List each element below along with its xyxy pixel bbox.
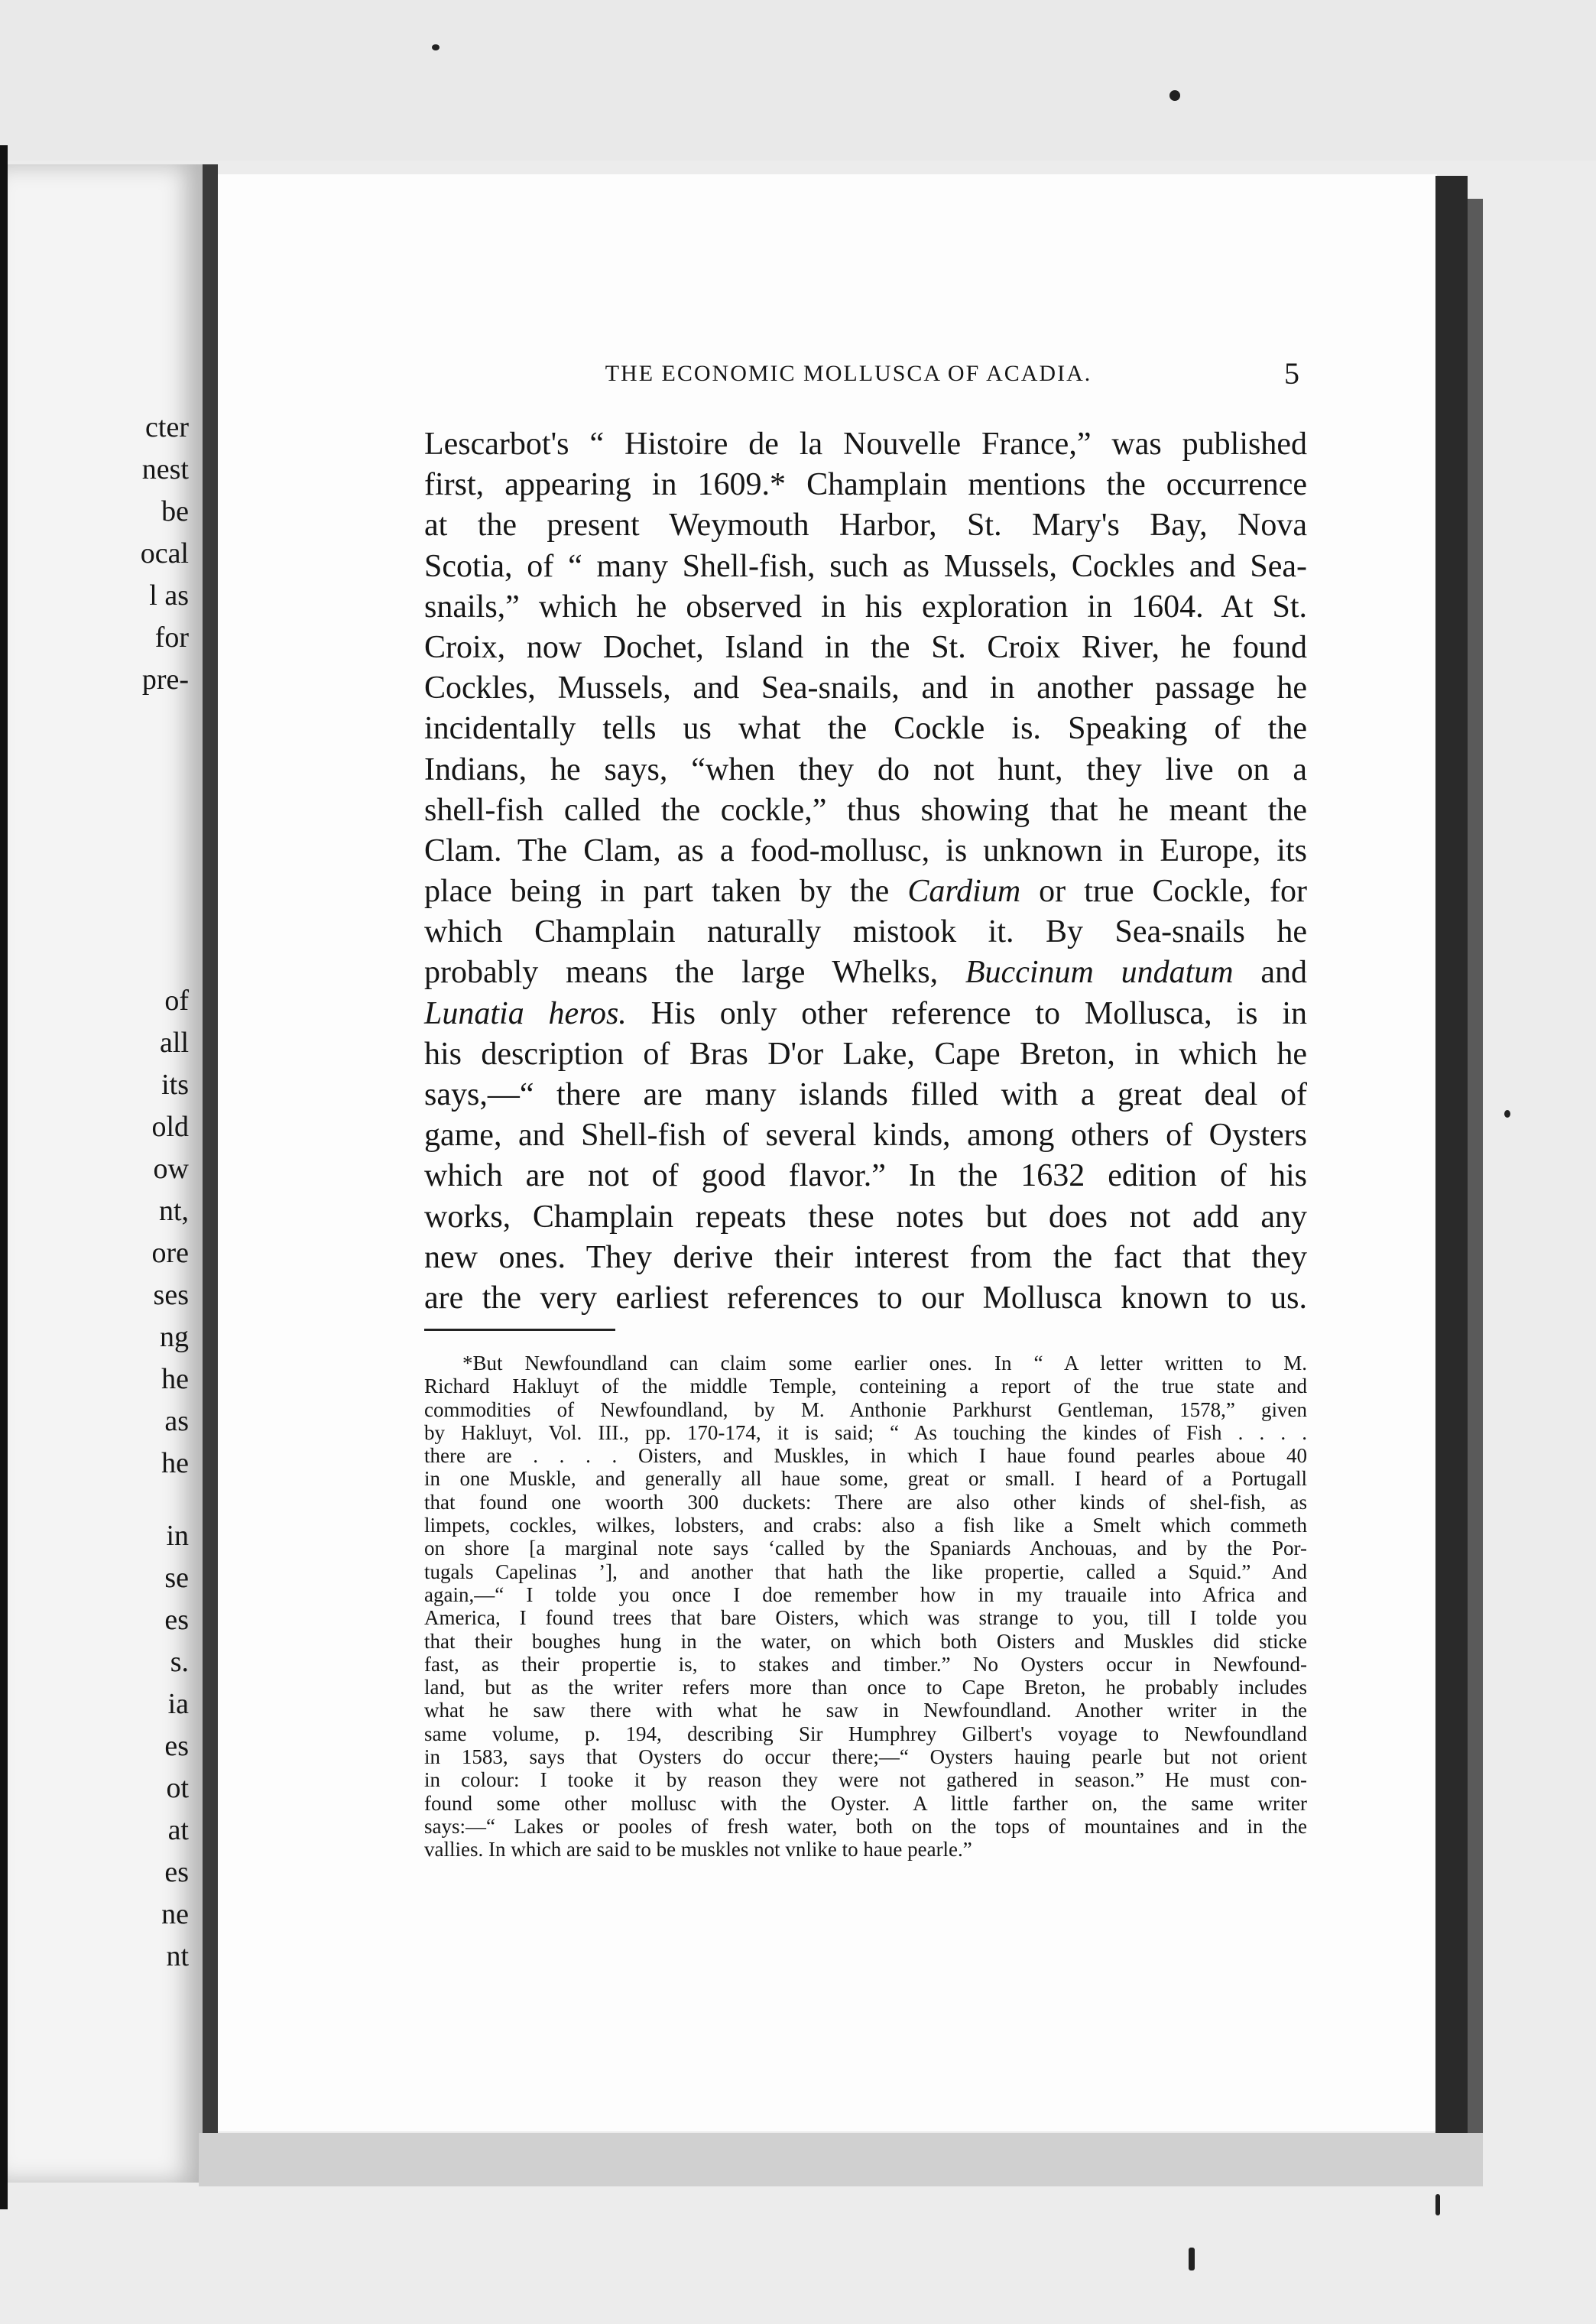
facing-page-text-fragment: pre- — [141, 664, 189, 696]
footnote — [424, 1352, 1307, 1861]
facing-page-text-fragment: as — [164, 1405, 189, 1437]
body-line: Indians, he says, “when they do not hunt, they live on a — [424, 751, 1307, 787]
body-line: Lescarbot's “ Histoire de la Nouvelle France,” was published — [424, 427, 1307, 462]
footnote-line: on shore [a marginal note says ‘called by the Spaniards Anchouas, and by the Por- — [424, 1537, 1307, 1560]
facing-page-text-fragment: nt — [166, 1940, 189, 1972]
page-edge-shadow-outer — [1468, 199, 1483, 2156]
footnote-line: found some other mollusc with the Oyster. A little farther on, the same writer — [424, 1791, 1307, 1815]
body-line: Croix, now Dochet, Island in the St. Croix River, he found — [424, 629, 1307, 665]
facing-page-text-fragment: ne — [161, 1898, 189, 1930]
scan-left-edge — [0, 145, 8, 2209]
facing-page-text-fragment: he — [161, 1447, 189, 1479]
facing-page-text-fragment: se — [164, 1562, 189, 1594]
facing-page-left — [8, 164, 203, 2183]
facing-page-text-fragment: es — [164, 1604, 189, 1636]
body-line: new ones. They derive their interest from the fact that they — [424, 1239, 1307, 1275]
body-line: Cockles, Mussels, and Sea-snails, and in another passage he — [424, 670, 1307, 706]
facing-page-text-fragment: in — [166, 1520, 189, 1552]
page-edge-shadow — [1435, 176, 1468, 2163]
facing-page-text-fragment: es — [164, 1856, 189, 1888]
facing-page-text-fragment: nest — [141, 453, 189, 485]
footnote-line: vallies. In which are said to be muskles not vnlike to haue pearle.” — [424, 1838, 972, 1861]
facing-page-text-fragment: es — [164, 1730, 189, 1762]
facing-page-text-fragment: ses — [153, 1279, 189, 1311]
body-line: Clam. The Clam, as a food-mollusc, is unknown in Europe, its — [424, 833, 1307, 868]
facing-page-text-fragment: cter — [145, 411, 189, 443]
scan-speck — [1169, 90, 1180, 101]
scan-speck — [1189, 2248, 1195, 2270]
facing-page-text-fragment: ow — [153, 1153, 189, 1185]
footnote-line: again,—“ I tolde you once I doe remember how in my trauaile into Africa and — [424, 1582, 1307, 1606]
footnote-line: land, but as the writer refers more than once to Cape Breton, he probably includes — [424, 1676, 1307, 1699]
scan-background-top — [0, 0, 1596, 161]
book-gutter — [203, 164, 218, 2183]
scan-bottom-shade — [199, 2133, 1483, 2186]
body-line: works, Champlain repeats these notes but does not add any — [424, 1199, 1307, 1235]
footnote-line: in 1583, says that Oysters do occur there;—“ Oysters hauing pearle but not orient — [424, 1745, 1307, 1769]
facing-page-text-fragment: ocal — [140, 537, 189, 570]
footnote-line: same volume, p. 194, describing Sir Humphrey Gilbert's voyage to Newfoundland — [424, 1722, 1307, 1745]
facing-page-text-fragment: at — [167, 1814, 189, 1846]
footnote-line: America, I found trees that bare Oisters, which was strange to you, till I tolde you — [424, 1606, 1307, 1630]
body-line: Scotia, of “ many Shell-fish, such as Mussels, Cockles and Sea- — [424, 548, 1307, 584]
facing-page-text-fragment: all — [160, 1027, 189, 1059]
facing-page-text-fragment: he — [161, 1363, 189, 1395]
facing-page-text-fragment: l as — [149, 579, 189, 612]
footnote-line: *But Newfoundland can claim some earlier ones. In “ A letter written to M. — [462, 1352, 1307, 1375]
facing-page-text-fragment: ng — [160, 1321, 189, 1353]
footnote-rule — [424, 1329, 615, 1331]
facing-page-text-fragment: ot — [166, 1772, 189, 1804]
body-line: are the very earliest references to our Mollusca known to us. — [424, 1280, 1307, 1316]
footnote-line: says:—“ Lakes or pooles of fresh water, both on the tops of mountaines and in the — [424, 1814, 1307, 1838]
footnote-line: limpets, cockles, wilkes, lobsters, and crabs: also a fish like a Smelt which commeth — [424, 1514, 1307, 1537]
body-line: incidentally tells us what the Cockle is. Speaking of the — [424, 711, 1307, 747]
body-line: which Champlain naturally mistook it. By Sea-snails he — [424, 914, 1307, 950]
facing-page-text-fragment: be — [161, 495, 189, 527]
footnote-line: tugals Capelinas ’], and another that hath the like propertie, called a Squid.” And — [424, 1560, 1307, 1583]
body-line: place being in part taken by the Cardium or true Cockle, for — [424, 874, 1307, 910]
footnote-line: by Hakluyt, Vol. III., pp. 170-174, it is said; “ As touching the kindes of Fish . . . . — [424, 1420, 1307, 1444]
body-line: first, appearing in 1609.* Champlain mentions the occurrence — [424, 467, 1307, 503]
scan-speck — [1504, 1110, 1510, 1118]
facing-page-text-fragment: ore — [151, 1237, 189, 1269]
body-line: shell-fish called the cockle,” thus showing that he meant the — [424, 792, 1307, 828]
body-line: Lunatia heros. His only other reference to Mollusca, is in — [424, 995, 1308, 1031]
facing-page-text-fragment: ia — [167, 1688, 189, 1720]
facing-page-text-fragment: its — [161, 1069, 189, 1101]
body-line: at the present Weymouth Harbor, St. Mary's Bay, Nova — [424, 508, 1307, 544]
footnote-line: fast, as their propertie is, to stakes and timber.” No Oysters occur in Newfound- — [424, 1652, 1307, 1676]
facing-page-text-fragment: nt, — [158, 1195, 189, 1227]
facing-page-text-fragment: for — [154, 622, 189, 654]
footnote-line: what he saw there with what he saw in Newfoundland. Another writer in the — [424, 1699, 1307, 1722]
body-line: snails,” which he observed in his exploration in 1604. At St. — [424, 589, 1307, 625]
footnote-line: in one Muskle, and generally all haue some, great or small. I heard of a Portugall — [424, 1467, 1307, 1491]
scan-speck — [432, 44, 440, 50]
running-title: THE ECONOMIC MOLLUSCA OF ACADIA. — [605, 361, 1092, 386]
scan-speck — [1435, 2194, 1440, 2215]
footnote-line: Richard Hakluyt of the middle Temple, conteining a report of the true state and — [424, 1375, 1307, 1398]
footnote-line: that their boughes hung in the water, on which both Oisters and Muskles did sticke — [424, 1629, 1307, 1653]
facing-page-text-fragment: s. — [170, 1646, 189, 1678]
footnote-line: in colour: I tooke it by reason they were not gathered in season.” He must con- — [424, 1768, 1307, 1792]
body-line: game, and Shell-fish of several kinds, among others of Oysters — [424, 1118, 1307, 1154]
body-line: says,—“ there are many islands filled with a great deal of — [424, 1077, 1307, 1112]
body-line: probably means the large Whelks, Buccinum undatum and — [424, 955, 1307, 991]
facing-page-text-fragment: of — [164, 985, 189, 1017]
page-number: 5 — [1284, 356, 1299, 391]
footnote-line: commodities of Newfoundland, by M. Anthonie Parkhurst Gentleman, 1578,” given — [424, 1397, 1307, 1421]
facing-page-text-fragment: old — [151, 1111, 189, 1143]
body-line: his description of Bras D'or Lake, Cape Breton, in which he — [424, 1036, 1307, 1072]
footnote-line: there are . . . . Oisters, and Muskles, in which I haue found pearles aboue 40 — [424, 1444, 1307, 1468]
footnote-line: that found one woorth 300 duckets: There are also other kinds of shel-fish, as — [424, 1490, 1307, 1514]
body-text — [424, 424, 1307, 1319]
body-line: which are not of good flavor.” In the 1632 edition of his — [424, 1158, 1307, 1194]
